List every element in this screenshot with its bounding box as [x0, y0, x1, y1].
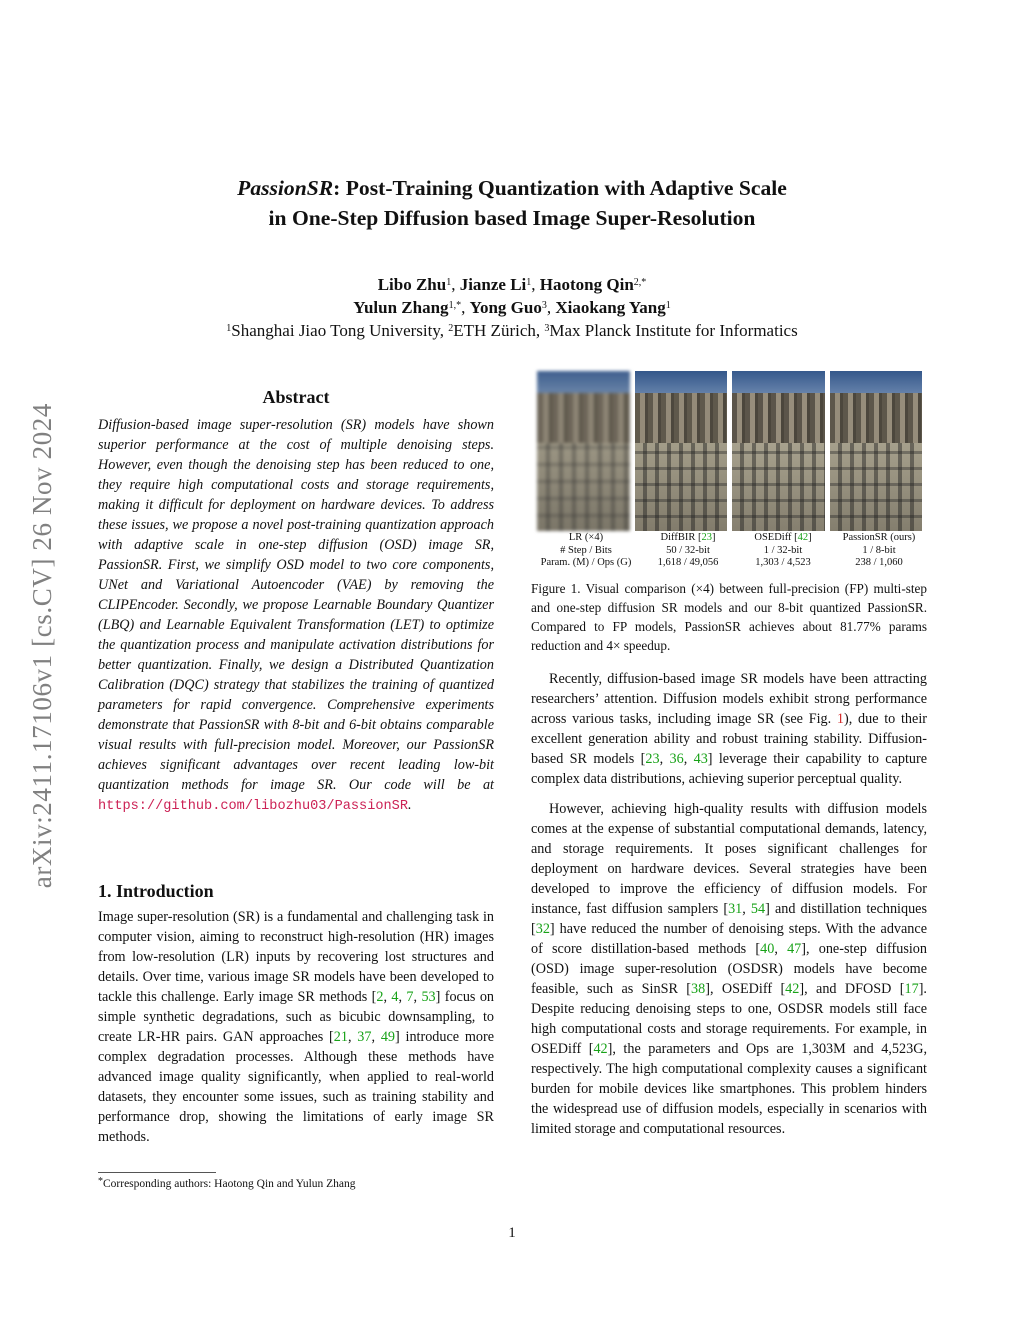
affiliation-name: Max Planck Institute for Informatics [549, 321, 798, 340]
figure-1-caption: Figure 1. Visual comparison (×4) between full-precision (FP) multi-step and one-step diffusion SR models and our 8-bit quantized PassionSR. Compared to FP models, PassionSR achieves about 81.77% params reduction and 4× speedup. [531, 581, 927, 653]
text-run: , [683, 751, 694, 767]
section-heading-introduction: 1. Introduction [98, 881, 214, 901]
text-run: Image super-resolution (SR) is a fundamental and challenging task in computer vision, aiming to reconstruct high-resolution (HR) images from low-resolution (LR) inputs by recovering lost structures and details. Over time, various image SR models have been developed to tackle this challenge. Early image SR methods [ [98, 909, 494, 1005]
text-run: , [659, 751, 670, 767]
text-run: ], and DFOSD [ [799, 981, 905, 997]
citation-link[interactable]: 17 [904, 981, 919, 997]
params-ops: 1,303 / 4,523 [755, 557, 811, 568]
steps-bits: 1 / 32-bit [763, 544, 803, 556]
text-run: ] and distillation techniques [ [531, 901, 927, 937]
method-label: PassionSR (ours) [842, 532, 916, 543]
citation-link[interactable]: 47 [787, 941, 802, 957]
text-run: ], one-step diffusion (OSD) image super-resolution (OSDSR) models have become feasible, such as SinSR [ [531, 941, 927, 997]
steps-bits: 50 / 32-bit [666, 544, 710, 556]
citation-link[interactable]: 2 [376, 989, 384, 1005]
paper-title [110, 173, 914, 233]
author-name: Jianze Li [459, 275, 527, 294]
text-run: ], OSEDiff [ [705, 981, 786, 997]
method-label-end: ] [808, 532, 812, 543]
citation-link[interactable]: 36 [669, 751, 684, 767]
author-name: Libo Zhu [377, 275, 447, 294]
right-paragraph-2 [531, 799, 927, 1139]
params-ops: 238 / 1,060 [855, 557, 903, 568]
footnote-text: Corresponding authors: Haotong Qin and Yulun Zhang [103, 1178, 356, 1190]
citation-link[interactable]: 42 [785, 981, 800, 997]
intro-paragraph-text [98, 907, 494, 1147]
text-run: , [371, 1029, 381, 1045]
params-ops: 1,618 / 49,056 [657, 557, 719, 568]
footnote [98, 1178, 356, 1190]
author-affil-mark: 2,* [633, 277, 647, 288]
figure-1-table [531, 532, 927, 570]
method-label-end: ] [711, 532, 716, 543]
citation-link[interactable]: 42 [593, 1041, 608, 1057]
author-affil-mark: 1,* [448, 300, 462, 311]
method-name [531, 532, 641, 545]
osediff-image-panel [732, 371, 825, 531]
citation-link[interactable]: 54 [750, 901, 766, 917]
abstract-heading: Abstract [262, 387, 330, 407]
method-label: OSEDiff [ [754, 532, 798, 543]
text-run: ] have reduced the number of denoising steps. With the advance of score distillation-based methods [ [531, 921, 927, 957]
affiliation-mark: 1 [226, 323, 232, 334]
method-name [641, 532, 735, 545]
passionsr-image-panel [830, 371, 923, 531]
method-label: DiffBIR [ [660, 532, 702, 543]
footnote-mark: * [98, 1176, 103, 1187]
code-url-link[interactable]: https://github.com/libozhu03/PassionSR [98, 799, 408, 814]
lr-image-panel [537, 371, 630, 531]
text-run: , [742, 901, 751, 917]
author-line-2: Yulun Zhang$^{1,*}$, Yong Guo$^3$, Xiaokang Yang$^1$ [353, 298, 671, 317]
page-number: 1 [508, 1225, 516, 1241]
affiliations: $^1$Shanghai Jiao Tong University, $^2$ETH Zürich, $^3$Max Planck Institute for Informatics [226, 321, 798, 340]
method-name [831, 532, 927, 545]
arxiv-id-text: arXiv:2411.17106v1 [cs.CV] 26 Nov 2024 [26, 403, 57, 889]
affiliation-mark: 3 [544, 323, 550, 334]
citation-link[interactable]: 40 [760, 941, 775, 957]
text-run: Recently, diffusion-based image SR models have been attracting researchers’ attention. Diffusion models exhibit strong performance across various tasks, including image SR (see Fig. [531, 671, 927, 727]
steps-bits: # Step / Bits [560, 544, 612, 556]
citation-link[interactable]: 32 [535, 921, 550, 937]
title-line1: : Post-Training Quantization with Adaptive Scale [333, 176, 787, 200]
figure-ref-link[interactable]: 1 [836, 711, 844, 727]
author-affil-mark: 1 [526, 277, 532, 288]
citation-link[interactable]: 31 [728, 901, 743, 917]
citation-link[interactable]: 43 [693, 751, 708, 767]
citation-link[interactable]: 37 [357, 1029, 372, 1045]
author-name: Haotong Qin [539, 275, 634, 294]
citation-link[interactable]: 7 [406, 989, 414, 1005]
method-name [735, 532, 831, 545]
steps-bits: 1 / 8-bit [862, 544, 896, 556]
author-name: Yong Guo [469, 298, 542, 317]
text-run: , [383, 989, 392, 1005]
text-run: However, achieving high-quality results with diffusion models comes at the expense of substantial computational demands, latency, and storage requirements. It poses significant challenges for deployment on hardware devices. Several strategies have been developed to improve the efficiency of diffusion models. For instance, fast diffusion samplers [ [531, 801, 927, 917]
author-affil-mark: 3 [541, 300, 547, 311]
intro-paragraph [98, 907, 494, 1147]
text-run: ], the parameters and Ops are 1,303M and 4,523G, respectively. The high computational complexity causes a significant burden for mobile devices like smartphones. This problem hinders the widespread use of diffusion models, especially in scenarios with limited storage and computational resources. [531, 1041, 927, 1137]
author-name: Xiaokang Yang [555, 298, 666, 317]
text-run: , [398, 989, 407, 1005]
text-run: , [347, 1029, 358, 1045]
citation-link[interactable]: 23 [645, 751, 660, 767]
figure-column-2 [735, 532, 831, 570]
abstract-body [98, 415, 494, 817]
text-run: , [774, 941, 788, 957]
text-run: ] leverage their capability to capture complex data distributions, achieving superior perceptual quality. [531, 751, 928, 787]
citation-link[interactable]: 42 [797, 532, 809, 543]
arxiv-identifier [22, 352, 62, 940]
abstract-text: Diffusion-based image super-resolution (SR) models have shown superior performance at the cost of multiple denoising steps. However, even though the denoising step has been reduced to one, they require high computational costs and storage requirements, making it difficult for deployment on hardware devices. To address these issues, we propose a novel post-training quantization approach with adaptive scale in one-step diffusion (OSD) image SR, PassionSR. First, we simplify OSD model to two core components, UNet and Variational Autoencoder (VAE) by removing the CLIPEncoder. Secondly, we propose Learnable Boundary Quantizer (LBQ) and Learnable Equivalent Transformation (LET) to optimize the quantization process and manipulate activation distributions for better quantization. Finally, we design a Distributed Quantization Calibration (DQC) strategy that stabilizes the training of quantized parameters for rapid convergence. Comprehensive experiments demonstrate that PassionSR with 8-bit and 6-bit obtains comparable visual results with full-precision model. Moreover, our PassionSR achieves significant advantages over recent leading low-bit quantization methods for image SR. Our code will be at [98, 417, 494, 793]
abstract-end: . [408, 797, 412, 813]
params-ops: Param. (M) / Ops (G) [540, 557, 632, 568]
figure-column-0 [531, 532, 641, 570]
right-column-text [531, 669, 927, 1139]
author-name: Yulun Zhang [353, 298, 449, 317]
affiliation-mark: 2 [448, 323, 454, 334]
citation-link[interactable]: 23 [701, 532, 712, 543]
affiliation-name: ETH Zürich [453, 321, 536, 340]
author-line-1: Libo Zhu$^1$, Jianze Li$^1$, Haotong Qin$^{2,*}$ [377, 275, 647, 294]
text-run: ), due to their excellent generation ability and robust training stability. Diffusion-based SR models [ [531, 711, 927, 767]
footnote-rule [98, 1172, 216, 1173]
diffbir-image-panel [635, 371, 728, 531]
method-label: LR (×4) [568, 532, 604, 543]
title-method-name: PassionSR [237, 176, 334, 200]
citation-link[interactable]: 4 [391, 989, 399, 1005]
title-line2: in One-Step Diffusion based Image Super-Resolution [268, 206, 756, 230]
figure-column-3 [831, 532, 927, 570]
citation-link[interactable]: 21 [333, 1029, 348, 1045]
text-run: ] introduce more complex degradation processes. Although these methods have advanced image quality significantly, when applied to real-world datasets, they encounter some issues, such as training stability and performance drop, showing the limitations of early image SR methods. [98, 1029, 495, 1145]
author-affil-mark: 1 [446, 277, 452, 288]
text-run: , [413, 989, 422, 1005]
right-paragraph-1 [531, 669, 927, 789]
figure-1-images [537, 371, 922, 531]
text-run: ]. Despite reducing denoising steps to one, OSDSR models still face high computational costs and storage requirements. For example, in OSEDiff [ [531, 981, 927, 1057]
figure-column-1 [641, 532, 735, 570]
citation-link[interactable]: 49 [380, 1029, 395, 1045]
affiliation-name: Shanghai Jiao Tong University [231, 321, 440, 340]
text-run: ] focus on simple synthetic degradations, such as bicubic downsampling, to create LR-HR pairs. GAN approaches [ [98, 989, 495, 1045]
author-affil-mark: 1 [665, 300, 671, 311]
citation-link[interactable]: 38 [691, 981, 706, 997]
citation-link[interactable]: 53 [421, 989, 436, 1005]
